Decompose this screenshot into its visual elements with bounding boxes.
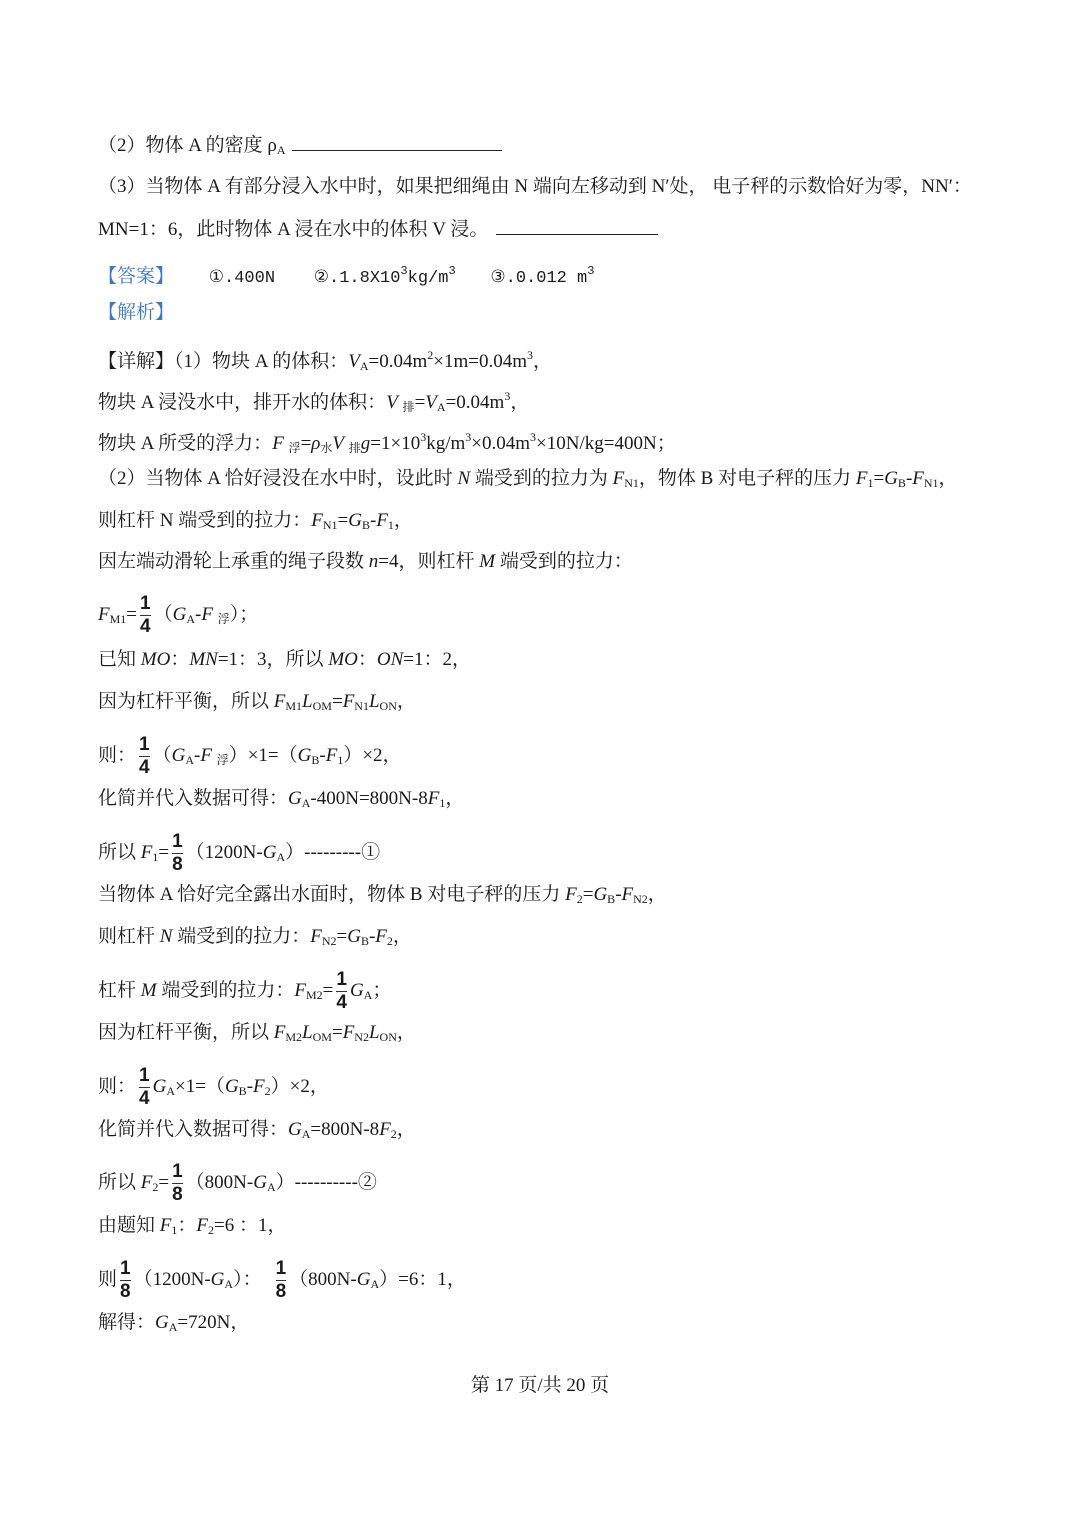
detail-line-17: 则： $\frac{1}{4}$ $G_A\times 1=(G_B-F_2)\times 2$， bbox=[98, 1065, 329, 1109]
answer-tag: 【答案】 bbox=[98, 266, 175, 287]
question-3-line-1: （3）当物体 A 有部分浸入水中时，如果把细绳由 N 端向左移动到 N′处， 电子秤的示数恰好为零，NN′： bbox=[98, 176, 972, 197]
fraction-1-4: $\frac{1}{4}$ bbox=[140, 593, 151, 637]
fraction-1-8: $\frac{1}{8}$ bbox=[275, 1258, 287, 1302]
fraction-1-4: $\frac{1}{4}$ bbox=[139, 1065, 150, 1109]
detail-line-12: 所以 $F_1=$ $\frac{1}{8}$ $(1200N-G_A)---------①$ bbox=[98, 831, 381, 875]
answer-line bbox=[98, 258, 1020, 292]
fraction-1-8: $\frac{1}{8}$ bbox=[172, 831, 183, 875]
detail-line-16: 因为杠杆平衡，所以 $F_{M2}L_{OM}=F_{N2}L_{ON}$， bbox=[98, 1022, 416, 1044]
fraction-1-8: $\frac{1}{8}$ bbox=[172, 1161, 183, 1205]
detail-line-10: 则： $\frac{1}{4}$ （$G_A-F$ $_浮)\times 1=(G_B-F_1)\times 2$， bbox=[98, 734, 402, 778]
detail-line-13: 当物体 A 恰好完全露出水面时，物体 B 对电子秤的压力 $F_2=G_B-F_{N2}$， bbox=[98, 884, 667, 906]
answer-3: ③.0.012 $m^3$ bbox=[490, 264, 595, 288]
detail-line-15: 杠杆 M 端受到的拉力：$F_{M2}=$ $\frac{1}{4}$ $G_A$； bbox=[98, 969, 392, 1013]
answer-blank bbox=[496, 216, 658, 235]
detail-line-4: （2）当物体 A 恰好浸没在水中时，设此时 N 端受到的拉力为 $F_{N1}$，物体 B 对电子秤的压力 $F_1=G_B-F_{N1}$， bbox=[98, 468, 958, 490]
analysis-heading: 【解析】 bbox=[98, 302, 175, 323]
fraction-1-4: $\frac{1}{4}$ bbox=[336, 969, 347, 1013]
detail-line-18: 化简并代入数据可得：$G_A=800N-8F_2$， bbox=[98, 1119, 416, 1141]
detail-line-3: 物块 A 所受的浮力：F $_浮=\rho_水V$ $_排g=1\times 10^3kg/m^3\times 0.04m^3\times 10N/kg=400N$； bbox=[98, 430, 676, 455]
page-footer: 第 17 页/共 20 页 bbox=[470, 1375, 610, 1396]
question-3-line-2: MN=1：6，此时物体 A 浸在水中的体积 V 浸。 bbox=[98, 216, 1020, 243]
fraction-1-8: $\frac{1}{8}$ bbox=[120, 1258, 131, 1302]
fraction-1-4: $\frac{1}{4}$ bbox=[139, 734, 150, 778]
detail-line-9: 因为杠杆平衡，所以 $F_{M1}L_{OM}=F_{N1}L_{ON}$， bbox=[98, 691, 416, 713]
detail-line-22: 解得：$G_A=720N$， bbox=[98, 1312, 250, 1334]
detail-line-7: $F_{M1}=$ $\frac{1}{4}$ （$G_A-F$ $_浮$）； bbox=[98, 593, 259, 637]
answer-1: ①.400N bbox=[208, 269, 276, 288]
detail-line-11: 化简并代入数据可得：$G_A-400N=800N-8F_1$， bbox=[98, 788, 465, 810]
answer-2: $②.1.8X10^3kg/m^3$ bbox=[313, 264, 456, 288]
detail-line-8: 已知 MO：MN=1：3，所以 MO：ON=1：2， bbox=[98, 649, 472, 670]
detail-line-20: 由题知 $F_1$：$F_2=6$ ：1， bbox=[98, 1215, 287, 1237]
detail-line-2: 物块 A 浸没水中，排开水的体积：V $_排=V_A=0.04m^3$， bbox=[98, 389, 530, 414]
detail-line-14: 则杠杆 N 端受到的拉力：$F_{N2}=G_B-F_2$， bbox=[98, 926, 412, 948]
detail-line-21: 则 $\frac{1}{8}$ $(1200N-G_A)$： $\frac{1}{8}$ $(800N-G_A)=6$：1， bbox=[98, 1258, 466, 1302]
detail-line-1: 【详解】（1）物块 A 的体积：$V_A=0.04m^2\times 1m=0.04m^3$， bbox=[98, 348, 552, 373]
answer-blank bbox=[292, 132, 502, 151]
detail-line-19: 所以 $F_2=$ $\frac{1}{8}$ $(800N-G_A)----------②$ bbox=[98, 1161, 377, 1205]
detail-line-5: 则杠杆 N 端受到的拉力：$F_{N1}=G_B-F_1$， bbox=[98, 510, 413, 532]
question-2: （2）物体 A 的密度 $\rho_A$ bbox=[98, 132, 1020, 163]
detail-line-6: 因左端动滑轮上承重的绳子段数 n=4，则杠杆 M 端受到的拉力： bbox=[98, 551, 633, 572]
